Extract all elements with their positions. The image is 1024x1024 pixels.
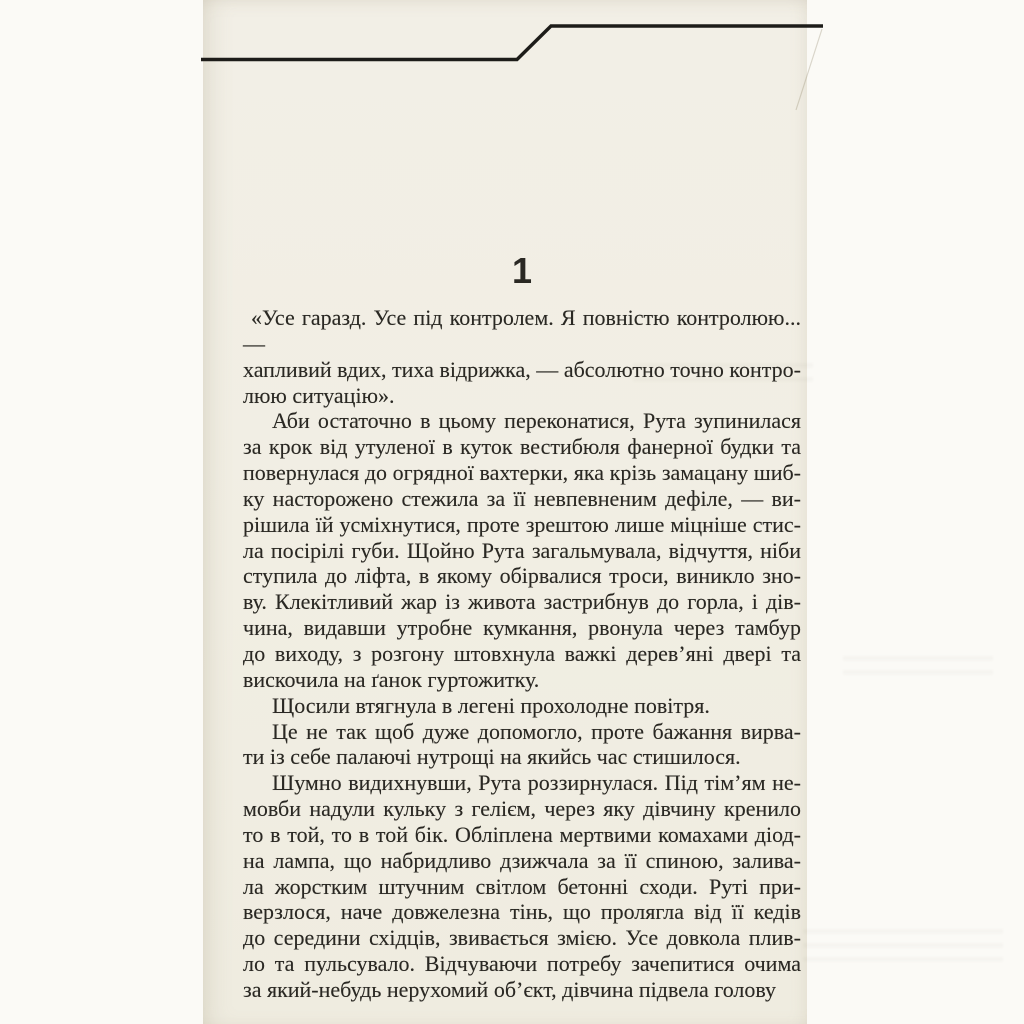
text-line: рішила їй усміхнутися, проте зрештою лише міцніше стис-	[243, 511, 801, 537]
text-line: то в той, то в той бік. Обліплена мертвими комахами діод-	[243, 821, 801, 847]
text-line: «Усе гаразд. Усе під контролем. Я повністю контролюю... —	[243, 305, 801, 356]
text-line: верзлося, наче довжелезна тінь, що пролягла від її кедів	[243, 899, 801, 925]
text-line: Щосили втягнула в легені прохолодне повітря.	[272, 692, 710, 718]
text-line: до виходу, з розгону штовхнула важкі дерев’яні двері та	[243, 640, 801, 666]
body-text	[243, 305, 801, 1003]
book-page	[203, 0, 807, 1024]
text-line: ву. Клекітливий жар із живота застрибнув до горла, і дів-	[243, 589, 801, 615]
text-line: люю ситуацію».	[243, 382, 395, 408]
paragraph	[243, 719, 801, 771]
text-line: Аби остаточно в цьому переконатися, Рута зупинилася	[272, 408, 801, 434]
bleed-through-smudge	[803, 928, 1003, 962]
chapter-number: 1	[511, 250, 533, 291]
paragraph	[243, 693, 801, 719]
text-line: вискочила на ґанок гуртожитку.	[243, 666, 540, 692]
text-line: повернулася до огрядної вахтерки, яка крізь замацану шиб-	[243, 460, 801, 486]
text-line: ку насторожено стежила за її невпевненим дефіле, — ви-	[243, 485, 801, 511]
text-line: ти із себе палаючі нутрощі на якийсь час стишилося.	[243, 744, 741, 770]
paragraph	[243, 305, 801, 408]
text-line: чина, видавши утробне кумкання, рвонула через тамбур	[243, 615, 801, 641]
paragraph	[243, 408, 801, 692]
text-line: ла жорстким штучним світлом бетонні сходи. Руті при-	[243, 873, 801, 899]
paragraph	[243, 770, 801, 1003]
bleed-through-smudge	[843, 655, 993, 681]
text-line: ло та пульсувало. Відчуваючи потребу зачепитися очима	[243, 951, 801, 977]
text-line: ла посірілі губи. Щойно Рута загальмувала, відчуття, ніби	[243, 537, 801, 563]
text-line: Шумно видихнувши, Рута роззирнулася. Під тім’ям не-	[272, 770, 801, 796]
text-line: за крок від утуленої в куток вестибюля фанерної будки та	[243, 434, 801, 460]
text-line: мовби надули кульку з гелієм, через яку дівчину кренило	[243, 796, 801, 822]
text-line: ступила до ліфта, в якому обірвалися троси, виникло зно-	[243, 563, 801, 589]
text-line: Це не так щоб дуже допомогло, проте бажання вирва-	[272, 718, 801, 744]
text-line: хапливий вдих, тиха відрижка, — абсолютно точно контро-	[243, 356, 801, 382]
text-line: на лампа, що набридливо дзижчала за її спиною, залива-	[243, 847, 801, 873]
text-line: до середини східців, звивається змією. Усе довкола плив-	[243, 925, 801, 951]
text-line: за який-небудь нерухомий об’єкт, дівчина підвела голову	[243, 976, 777, 1002]
